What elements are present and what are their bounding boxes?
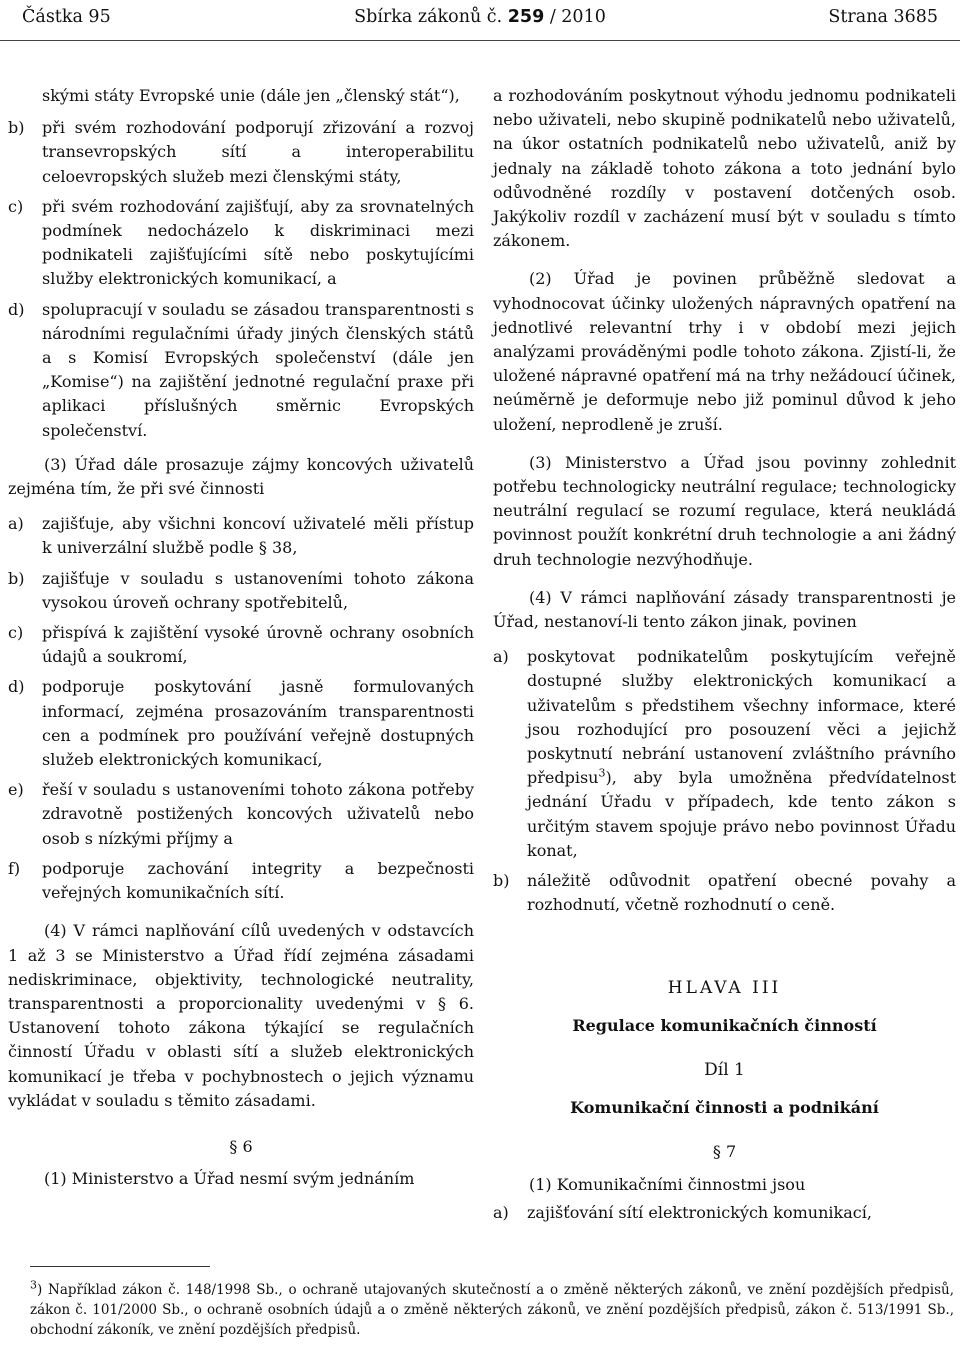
list-item (8, 512, 474, 560)
list-item-label: a) (8, 514, 24, 534)
list-item-label: d) (8, 677, 25, 697)
list-item (8, 621, 474, 669)
division-title: Komunikační činnosti a podnikání (570, 1098, 879, 1118)
part-title: Regulace komunikačních činností (572, 1015, 877, 1035)
list-item (8, 195, 474, 292)
footnote (30, 1280, 954, 1340)
section-7-heading: § 7 (712, 1142, 737, 1162)
list-item (8, 857, 474, 905)
list-item-label: c) (8, 623, 24, 643)
list-item (8, 567, 474, 615)
list-item-text: při svém rozhodování podporují zřizování a rozvoj transevropských sítí a interoperabilitu celoevropských služeb mezi členskými státy, (42, 118, 474, 186)
list-item-label: f) (8, 858, 21, 878)
list-a-f (8, 512, 474, 905)
paragraph-3: (3) Úřad dále prosazuje zájmy koncových uživatelů zejména tím, že při své činnosti (8, 454, 474, 499)
section-6-paragraph-1: (1) Ministerstvo a Úřad nesmí svým jednáním (44, 1169, 415, 1189)
list-item-text: přispívá k zajištění vysoké úrovně ochrany osobních údajů a soukromí, (42, 623, 474, 667)
list-item-text: řeší v souladu s ustanoveními tohoto zákona potřeby zdravotně postižených koncových uživatelů nebo osob s nízkými příjmy a (42, 780, 474, 848)
paragraph-3: (3) Ministerstvo a Úřad jsou povinny zohlednit potřebu technologicky neutrální regulace; technologicky neutrální regulací se rozumí regulace, která neukládá povinnost použít konkrétní druh technologie a ani žádný druh technologie nezvýhodňuje. (493, 452, 956, 569)
section-7-paragraph-1: (1) Komunikačními činnostmi jsou (529, 1174, 806, 1194)
list-item-label: e) (8, 780, 24, 800)
list-item (8, 298, 474, 443)
list-item-label: c) (8, 196, 24, 216)
footnote-text: ) Například zákon č. 148/1998 Sb., o ochraně utajovaných skutečností a o změně některých zákonů, ve znění pozdějších předpisů, zákon č. 101/2000 Sb., o ochraně osobních údajů a o změně některých zákonů, ve znění pozdějších předpisů, zákon č. 513/1991 Sb., obchodní zákoník, ve znění pozdějších předpisů. (30, 1282, 954, 1338)
issue-number: Částka 95 (22, 7, 111, 27)
list-item-label: b) (8, 118, 25, 138)
part-heading: HLAVA III (667, 977, 782, 998)
list-item-text: zajišťuje v souladu s ustanoveními tohoto zákona vysokou úroveň ochrany spotřebitelů, (42, 568, 474, 612)
paragraph-4: (4) V rámci naplňování zásady transparentnosti je Úřad, nestanoví-li tento zákon jinak, povinen (493, 587, 956, 632)
paragraph-4: (4) V rámci naplňování cílů uvedených v odstavcích 1 až 3 se Ministerstvo a Úřad řídí zejména zásadami nediskriminace, objektivity, technologické neutrality, transparentnosti a proporcionality uvedenými v § 6. Ustanovení tohoto zákona týkající se regulačních činností Úřadu v oblasti sítí a služeb elektronických komunikací je třeba v pochybnostech o jejich významu vykládat v souladu s těmito zásadami. (8, 921, 474, 1110)
list-item: a) zajišťování sítí elektronických komunikací, (493, 1202, 872, 1222)
list-item (8, 675, 474, 772)
list-item: a) poskytovat podnikatelům poskytujícím veřejně dostupné služby elektronických komunikací a uživatelům s předstihem všechny informace, které jsou rozhodující pro posouzení věci a jejichž poskytnutí nebrání ustanovení zvláštního právního předpisu$^3$), aby byla umožněna předvídatelnost jednání Úřadu v případech, kde tento zákon s určitým stavem spojuje právo nebo povinnost Úřadu konat, (493, 647, 956, 860)
right-column (493, 84, 956, 1231)
page-number: Strana 3685 (828, 7, 938, 27)
page-header (22, 2, 938, 32)
footnote-rule (30, 1266, 210, 1267)
footnote-ref: 3 (598, 766, 606, 780)
list-item-label: d) (8, 299, 25, 319)
section-6-heading: § 6 (229, 1136, 253, 1156)
list-item-label: b) (8, 568, 25, 588)
continuation-text: skými státy Evropské unie (dále jen „členský stát“), (42, 86, 460, 105)
list-item-text: při svém rozhodování zajišťují, aby za srovnatelných podmínek nedocházelo k diskriminaci mezi podnikateli zajišťujícími sítě nebo poskytujícími služby elektronických komunikací, a (42, 196, 474, 289)
list-item-text: spolupracují v souladu se zásadou transparentnosti s národními regulačními úřady jiných členských států a s Komisí Evropských společenství (dále jen „Komise“) na zajištění jednotné regulační praxe při aplikaci příslušných směrnic Evropských společenství. (42, 299, 474, 440)
list-item-text: podporuje zachování integrity a bezpečnosti veřejných komunikačních sítí. (42, 858, 474, 903)
list-item: b) náležitě odůvodnit opatření obecné povahy a rozhodnutí, včetně rozhodnutí o ceně. (493, 871, 956, 915)
header-rule (0, 40, 960, 41)
list-item-text: podporuje poskytování jasně formulovaných informací, zejména prosazováním transparentnosti cen a podmínek pro používání veřejně dostupných služeb elektronických komunikací, (42, 677, 474, 770)
left-column (8, 84, 474, 1202)
paragraph-2: (2) Úřad je povinen průběžně sledovat a vyhodnocovat účinky uložených nápravných opatření na jednotlivé relevantní trhy i v období mezi jejich analýzami prováděnými podle tohoto zákona. Zjistí-li, že uložené nápravné opatření má na trhy nežádoucí účinek, neúměrně je deformuje nebo již pominul důvod k jeho uložení, neprodleně je zruší. (493, 269, 956, 434)
list-item-text: zajišťuje, aby všichni koncoví uživatelé měli přístup k univerzální službě podle § 38, (42, 514, 474, 558)
collection-title: Sbírka zákonů č. 259 / 2010 (354, 7, 606, 27)
footnote-number: 3 (30, 1278, 37, 1292)
list-item (8, 84, 474, 108)
list-b-d (8, 116, 474, 443)
division-heading: Díl 1 (704, 1059, 745, 1080)
continuation-text: a rozhodováním poskytnout výhodu jednomu podnikateli nebo uživateli, nebo skupině podnikatelů nebo uživatelů, na úkor ostatních podnikatelů nebo uživatelů, aniž by jednaly na základě tohoto zákona a toto jednání bylo odůvodněné rozdíly v postavení dotčených osob. Jakýkoliv rozdíl v zacházení musí být v souladu s tímto zákonem. (493, 86, 956, 251)
list-item (8, 778, 474, 851)
law-number: 259 (507, 7, 545, 27)
list-item (8, 116, 474, 189)
